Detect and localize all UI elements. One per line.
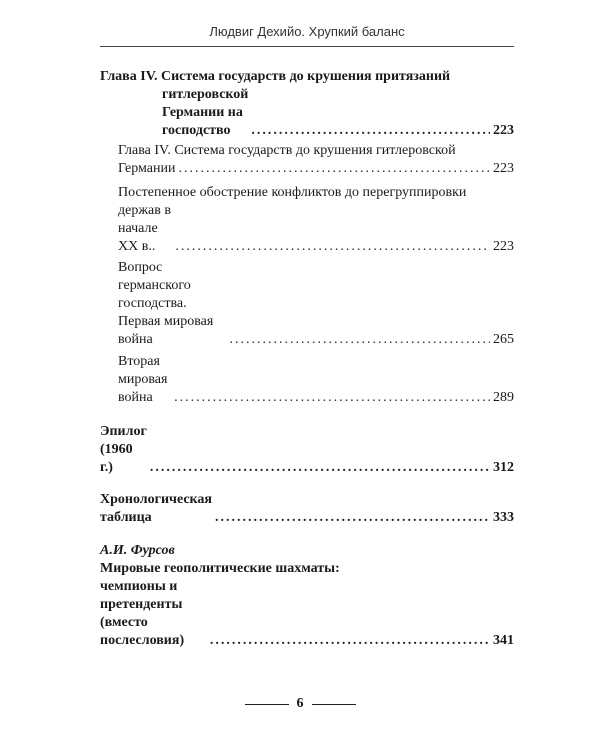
toc-chapter-4-page: 223 (493, 123, 514, 138)
toc-sub-entry-1-line2: Германии (118, 161, 176, 176)
toc-sub-entry-3-title: Вопрос германского господства. Первая мировая война (118, 260, 214, 347)
toc-sub-entry-1-line1: Глава IV. Система государств до крушения гитлеровской (118, 143, 456, 158)
toc-sub-entry-3-page: 265 (493, 332, 514, 347)
toc-chronology-page: 333 (493, 510, 514, 525)
toc-chapter-4[interactable] (100, 68, 514, 140)
toc-afterword-line1: Мировые геополитические шахматы: (100, 561, 340, 576)
toc-chronology-title: Хронологическая таблица (100, 492, 212, 525)
running-header: Людвиг Дехийо. Хрупкий баланс (209, 24, 405, 39)
toc-chapter-4-line2: гитлеровской Германии на господство (162, 87, 249, 138)
leader-dots (215, 509, 490, 527)
toc-sub-entry-2-line1: Постепенное обострение конфликтов до перегруппировки (118, 185, 467, 200)
toc-sub-entry-4-title: Вторая мировая война (118, 354, 168, 405)
footer-rule-right (312, 704, 356, 705)
leader-dots (175, 238, 490, 256)
page-number: 6 (296, 696, 304, 711)
toc-sub-entry-4[interactable] (100, 353, 514, 407)
leader-dots (150, 459, 490, 477)
leader-dots (174, 389, 490, 407)
toc-sub-entry-2[interactable] (100, 184, 514, 256)
toc-sub-entry-3[interactable] (100, 259, 514, 349)
toc-chapter-4-line1: Глава IV. Система государств до крушения притязаний (100, 69, 451, 84)
toc-afterword-author: А.И. Фурсов (100, 543, 175, 558)
toc-sub-entry-1-page: 223 (493, 161, 514, 176)
leader-dots (210, 632, 490, 650)
toc-sub-entry-4-page: 289 (493, 390, 514, 405)
footer-rule-left (245, 704, 289, 705)
page-footer (0, 696, 600, 712)
toc-sub-entry-2-line2: держав в начале XX в.. (118, 203, 171, 254)
toc-epilogue[interactable] (100, 423, 514, 477)
toc-epilogue-title: Эпилог (1960 г.) (100, 424, 147, 475)
leader-dots (178, 160, 490, 178)
toc-afterword[interactable] (100, 542, 514, 650)
table-of-contents (100, 68, 514, 650)
toc-epilogue-page: 312 (493, 460, 514, 475)
leader-dots (251, 122, 490, 140)
leader-dots (229, 331, 490, 349)
toc-sub-entry-1[interactable] (100, 142, 514, 178)
toc-afterword-line2: чемпионы и претенденты (вместо послесловия) (100, 579, 185, 648)
toc-afterword-page: 341 (493, 633, 514, 648)
header-rule (100, 46, 514, 47)
toc-chronology[interactable] (100, 491, 514, 527)
toc-sub-entry-2-page: 223 (493, 239, 514, 254)
